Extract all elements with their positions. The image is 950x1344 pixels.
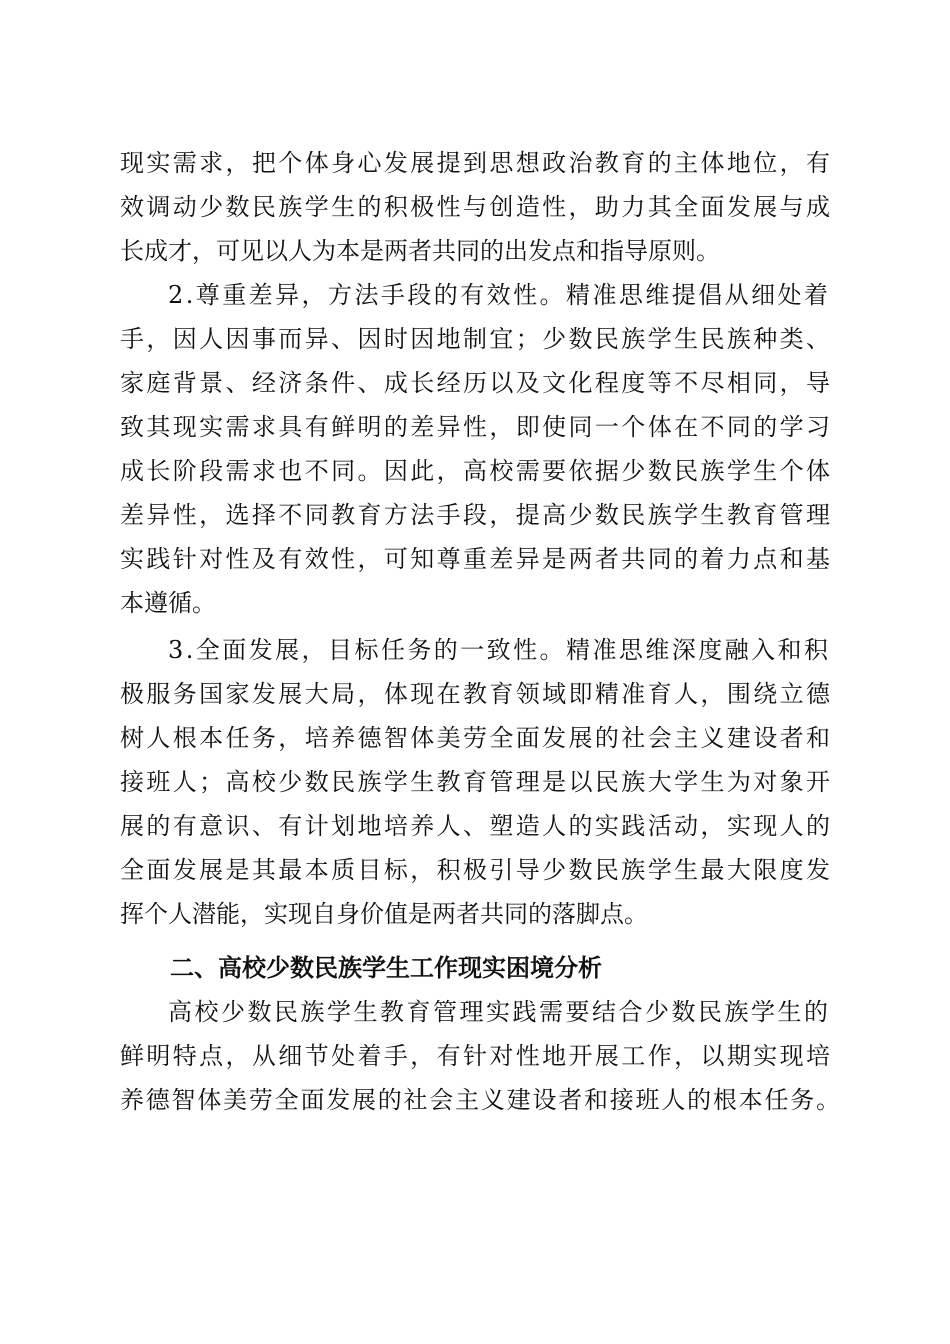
paragraph-2-line-3 (0, 363, 950, 403)
text-line: 实践针对性及有效性，可知尊重差异是两者共同的着力点和基 (120, 545, 833, 573)
paragraph-3-line-1 (0, 630, 950, 670)
paragraph-1-line-3 (0, 231, 950, 271)
text-line: 鲜明特点，从细节处着手，有针对性地开展工作，以期实现培 (120, 1042, 833, 1070)
paragraph-3-line-6 (0, 850, 950, 890)
text-line: 养德智体美劳全面发展的社会主义建设者和接班人的根本任务。 (120, 1086, 842, 1114)
paragraph-3-line-3 (0, 718, 950, 758)
text-line: 成长阶段需求也不同。因此，高校需要依据少数民族学生个体 (120, 457, 833, 485)
text-line: 致其现实需求具有鲜明的差异性，即使同一个体在不同的学习 (120, 413, 833, 441)
text-line: 本遵循。 (120, 589, 216, 617)
paragraph-4-line-1 (0, 992, 950, 1032)
paragraph-1-line-2 (0, 187, 950, 227)
paragraph-4-line-2 (0, 1036, 950, 1076)
heading-text: 二、高校少数民族学生工作现实困境分析 (170, 954, 602, 982)
text-line: 高校少数民族学生教育管理实践需要结合少数民族学生的 (168, 998, 831, 1026)
paragraph-2-line-5 (0, 451, 950, 491)
paragraph-3-line-2 (0, 674, 950, 714)
text-line: 接班人；高校少数民族学生教育管理是以民族大学生为对象开 (120, 768, 833, 796)
text-line: 树人根本任务，培养德智体美劳全面发展的社会主义建设者和 (120, 724, 833, 752)
text-line: 手，因人因事而异、因时因地制宜；少数民族学生民族种类、 (120, 325, 833, 353)
paragraph-3-line-4 (0, 762, 950, 802)
paragraph-2-line-4 (0, 407, 950, 447)
text-line: 挥个人潜能，实现自身价值是两者共同的落脚点。 (120, 900, 648, 928)
paragraph-1-line-1 (0, 143, 950, 183)
section-heading (0, 948, 950, 988)
paragraph-2-line-2 (0, 319, 950, 359)
text-line: 2.尊重差异，方法手段的有效性。精准思维提倡从细处着 (168, 281, 831, 309)
text-line: 3.全面发展，目标任务的一致性。精准思维深度融入和积 (168, 636, 831, 664)
text-line: 家庭背景、经济条件、成长经历以及文化程度等不尽相同，导 (120, 369, 833, 397)
paragraph-2-line-7 (0, 539, 950, 579)
paragraph-3-line-5 (0, 806, 950, 846)
text-line: 差异性，选择不同教育方法手段，提高少数民族学生教育管理 (120, 501, 833, 529)
text-line: 全面发展是其最本质目标，积极引导少数民族学生最大限度发 (120, 856, 833, 884)
text-line: 极服务国家发展大局，体现在教育领域即精准育人，围绕立德 (120, 680, 833, 708)
paragraph-2-line-6 (0, 495, 950, 535)
paragraph-3-line-7 (0, 894, 950, 934)
text-line: 现实需求，把个体身心发展提到思想政治教育的主体地位，有 (120, 149, 833, 177)
paragraph-4-line-3 (0, 1080, 950, 1120)
text-line: 效调动少数民族学生的积极性与创造性，助力其全面发展与成 (120, 193, 833, 221)
paragraph-2-line-8 (0, 583, 950, 623)
text-line: 展的有意识、有计划地培养人、塑造人的实践活动，实现人的 (120, 812, 833, 840)
text-line: 长成才，可见以人为本是两者共同的出发点和指导原则。 (120, 237, 720, 265)
paragraph-2-line-1 (0, 275, 950, 315)
